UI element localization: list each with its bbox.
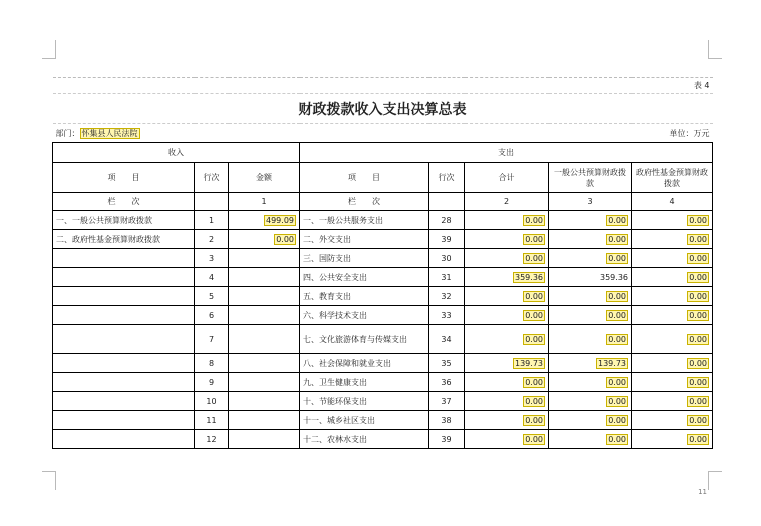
expense-item-cell-value: 九、卫生健康支出 [303,377,367,387]
gov-fund-cell-value: 0.00 [689,377,708,387]
expense-total-cell [465,430,549,449]
expense-total-cell-value: 0.00 [525,396,543,406]
expense-item-cell-value: 十一、城乡社区支出 [303,415,375,425]
expense-rowno-cell [429,211,465,230]
general-budget-cell-value: 0.00 [608,215,626,225]
income-header: 收入 [53,143,300,163]
income-rowno-cell [195,230,229,249]
column-label-income: 栏 次 [53,193,195,211]
income-rowno-cell [195,268,229,287]
expense-total-cell-value: 359.36 [515,272,543,282]
expense-rowno-cell [429,325,465,354]
table-row [53,325,713,354]
column-label-expense: 栏 次 [300,193,429,211]
expense-total-cell [465,287,549,306]
gov-fund-cell-value: 0.00 [689,434,708,444]
gov-fund-cell [632,430,713,449]
general-budget-cell [549,430,632,449]
income-amount-cell [229,354,300,373]
general-budget-cell [549,354,632,373]
gov-fund-cell-value: 0.00 [689,215,708,225]
income-rowno-cell [195,211,229,230]
income-rowno-cell [195,373,229,392]
expense-total-cell-value: 0.00 [525,234,543,244]
general-budget-cell [549,249,632,268]
expense-total-cell [465,306,549,325]
expense-total-cell [465,325,549,354]
general-budget-cell-value: 0.00 [608,291,626,301]
crop-mark-bottom-left [42,471,56,490]
expense-item-cell [300,325,429,354]
income-item-cell [53,354,195,373]
expense-total-cell [465,230,549,249]
report-sheet [52,77,712,449]
expense-total-cell [465,249,549,268]
general-budget-cell [549,306,632,325]
expense-item-cell [300,268,429,287]
gov-fund-cell-value: 0.00 [689,291,708,301]
expense-item-cell-value: 四、公共安全支出 [303,272,367,282]
expense-total-cell-value: 0.00 [525,415,543,425]
column-number-1: 1 [229,193,300,211]
expense-total-cell [465,268,549,287]
page-title: 财政拨款收入支出决算总表 [53,94,713,124]
expense-item-cell [300,306,429,325]
income-rowno-cell-value: 1 [208,215,215,225]
income-item-cell [53,430,195,449]
table-row [53,354,713,373]
income-rowno-header: 行次 [195,163,229,193]
column-number-3: 3 [549,193,632,211]
department-name: 怀集县人民法院 [81,128,138,138]
gov-fund-header: 政府性基金预算财政拨款 [632,163,713,193]
expense-item-cell [300,392,429,411]
general-budget-cell-value: 0.00 [608,310,626,320]
gov-fund-cell [632,287,713,306]
income-item-cell [53,325,195,354]
expense-rowno-cell [429,392,465,411]
general-budget-cell [549,268,632,287]
column-number-4: 4 [632,193,713,211]
expense-header: 支出 [300,143,713,163]
gov-fund-cell-value: 0.00 [689,334,708,344]
general-budget-cell [549,392,632,411]
gov-fund-cell-value: 0.00 [689,272,708,282]
income-amount-cell [229,411,300,430]
income-amount-cell-value: 499.09 [266,215,294,225]
expense-rowno-cell-value: 28 [441,215,452,225]
expense-rowno-cell-value: 30 [441,253,452,263]
income-rowno-cell-value: 10 [206,396,217,406]
gov-fund-cell-value: 0.00 [689,396,708,406]
expense-rowno-cell-value: 38 [441,415,452,425]
general-budget-cell-value: 139.73 [598,358,626,368]
general-budget-cell-value: 0.00 [608,415,626,425]
column-label-blank [195,193,229,211]
expense-item-cell [300,287,429,306]
table-row [53,411,713,430]
expense-rowno-cell-value: 31 [441,272,452,282]
expense-total-cell [465,354,549,373]
income-rowno-cell-value: 7 [208,334,215,344]
table-body [53,211,713,449]
income-amount-cell [229,230,300,249]
gov-fund-cell [632,354,713,373]
general-budget-cell-value: 359.36 [600,272,628,282]
gov-fund-cell-value: 0.00 [689,234,708,244]
expense-rowno-cell [429,306,465,325]
expense-item-cell [300,373,429,392]
income-rowno-cell [195,249,229,268]
expense-item-cell [300,430,429,449]
general-budget-cell-value: 0.00 [608,396,626,406]
table-row [53,211,713,230]
gov-fund-cell-value: 0.00 [689,253,708,263]
income-amount-cell [229,373,300,392]
general-budget-cell [549,230,632,249]
general-budget-cell-value: 0.00 [608,253,626,263]
income-amount-cell [229,392,300,411]
expense-rowno-cell-value: 32 [441,291,452,301]
expense-rowno-cell-value: 39 [441,234,452,244]
table-row [53,373,713,392]
expense-item-cell [300,354,429,373]
income-amount-cell [229,211,300,230]
table-row [53,306,713,325]
general-budget-cell-value: 0.00 [608,234,626,244]
table-row [53,249,713,268]
income-rowno-cell-value: 4 [208,272,215,282]
expense-total-cell [465,211,549,230]
expense-rowno-cell [429,411,465,430]
expense-item-cell-value: 二、外交支出 [303,234,351,244]
income-rowno-cell [195,411,229,430]
department-label: 部门： [55,128,80,138]
income-rowno-cell-value: 11 [206,415,217,425]
gov-fund-cell-value: 0.00 [689,310,708,320]
table-number: 表 4 [53,78,713,94]
income-item-cell-value: 一、一般公共预算财政拨款 [56,215,152,225]
income-amount-cell [229,287,300,306]
income-item-cell [53,392,195,411]
table-row [53,268,713,287]
general-budget-cell-value: 0.00 [608,377,626,387]
expense-rowno-cell [429,354,465,373]
crop-mark-top-right [708,40,722,59]
gov-fund-cell [632,411,713,430]
expense-rowno-cell [429,430,465,449]
gov-fund-cell [632,306,713,325]
income-amount-cell [229,268,300,287]
income-rowno-cell [195,325,229,354]
gov-fund-cell-value: 0.00 [689,415,708,425]
income-rowno-cell-value: 8 [208,358,215,368]
expense-total-cell-value: 0.00 [525,310,543,320]
income-rowno-cell [195,392,229,411]
expense-total-cell [465,411,549,430]
expense-item-cell-value: 十、节能环保支出 [303,396,367,406]
expense-item-cell-value: 八、社会保障和就业支出 [303,358,391,368]
expense-rowno-cell [429,268,465,287]
expense-item-header: 项 目 [300,163,429,193]
expense-rowno-cell [429,287,465,306]
column-number-2: 2 [465,193,549,211]
table-row [53,430,713,449]
crop-mark-bottom-right [708,471,722,490]
income-rowno-cell [195,354,229,373]
unit-label: 单位：万元 [549,124,713,143]
income-item-cell [53,268,195,287]
general-budget-cell [549,373,632,392]
income-item-cell [53,306,195,325]
expense-total-cell-value: 0.00 [525,434,543,444]
expense-rowno-cell-value: 35 [441,358,452,368]
table-row [53,287,713,306]
gov-fund-cell [632,249,713,268]
expense-rowno-cell-value: 39 [441,434,452,444]
expense-item-cell-value: 三、国防支出 [303,253,351,263]
expense-item-cell [300,249,429,268]
general-budget-cell [549,325,632,354]
expense-rowno-cell-value: 33 [441,310,452,320]
income-rowno-cell-value: 5 [208,291,215,301]
expense-rowno-cell [429,373,465,392]
expense-rowno-cell-value: 37 [441,396,452,406]
income-amount-cell [229,249,300,268]
expense-item-cell [300,411,429,430]
expense-total-cell-value: 0.00 [525,291,543,301]
expense-rowno-cell [429,249,465,268]
income-amount-cell-value: 0.00 [276,234,294,244]
income-item-cell [53,211,195,230]
expense-rowno-cell-value: 36 [441,377,452,387]
expense-item-cell-value: 一、一般公共服务支出 [303,215,383,225]
income-rowno-cell [195,287,229,306]
gov-fund-cell [632,268,713,287]
gov-fund-cell [632,373,713,392]
gov-fund-cell [632,392,713,411]
income-rowno-cell-value: 9 [208,377,215,387]
income-item-header: 项 目 [53,163,195,193]
general-budget-header: 一般公共预算财政拨款 [549,163,632,193]
department-line [53,124,549,143]
crop-mark-top-left [42,40,56,59]
income-item-cell-value: 二、政府性基金预算财政拨款 [56,234,160,244]
general-budget-cell [549,411,632,430]
expense-total-cell-value: 139.73 [515,358,543,368]
income-rowno-cell-value: 12 [206,434,217,444]
general-budget-cell [549,287,632,306]
budget-table [52,77,713,449]
income-rowno-cell [195,430,229,449]
gov-fund-cell [632,211,713,230]
expense-rowno-header: 行次 [429,163,465,193]
income-rowno-cell [195,306,229,325]
general-budget-cell-value: 0.00 [608,334,626,344]
income-item-cell [53,230,195,249]
income-rowno-cell-value: 2 [208,234,215,244]
table-row [53,230,713,249]
expense-item-cell-value: 十二、农林水支出 [303,434,367,444]
column-label-blank-2 [429,193,465,211]
income-item-cell [53,411,195,430]
page-number: 11 [698,488,707,496]
expense-total-cell [465,373,549,392]
expense-item-cell-value: 五、教育支出 [303,291,351,301]
table-row [53,392,713,411]
gov-fund-cell-value: 0.00 [689,358,708,368]
expense-total-cell-value: 0.00 [525,215,543,225]
income-item-cell [53,249,195,268]
income-amount-header: 金额 [229,163,300,193]
expense-total-cell-value: 0.00 [525,334,543,344]
expense-item-cell [300,211,429,230]
expense-item-cell-value: 七、文化旅游体育与传媒支出 [303,334,407,344]
income-amount-cell [229,325,300,354]
income-rowno-cell-value: 3 [208,253,215,263]
income-item-cell [53,287,195,306]
expense-total-cell [465,392,549,411]
expense-rowno-cell-value: 34 [441,334,452,344]
expense-total-cell-value: 0.00 [525,377,543,387]
expense-item-cell [300,230,429,249]
gov-fund-cell [632,230,713,249]
income-amount-cell [229,306,300,325]
general-budget-cell [549,211,632,230]
expense-total-header: 合计 [465,163,549,193]
gov-fund-cell [632,325,713,354]
expense-rowno-cell [429,230,465,249]
general-budget-cell-value: 0.00 [608,434,626,444]
income-rowno-cell-value: 6 [208,310,215,320]
income-amount-cell [229,430,300,449]
income-item-cell [53,373,195,392]
expense-item-cell-value: 六、科学技术支出 [303,310,367,320]
expense-total-cell-value: 0.00 [525,253,543,263]
